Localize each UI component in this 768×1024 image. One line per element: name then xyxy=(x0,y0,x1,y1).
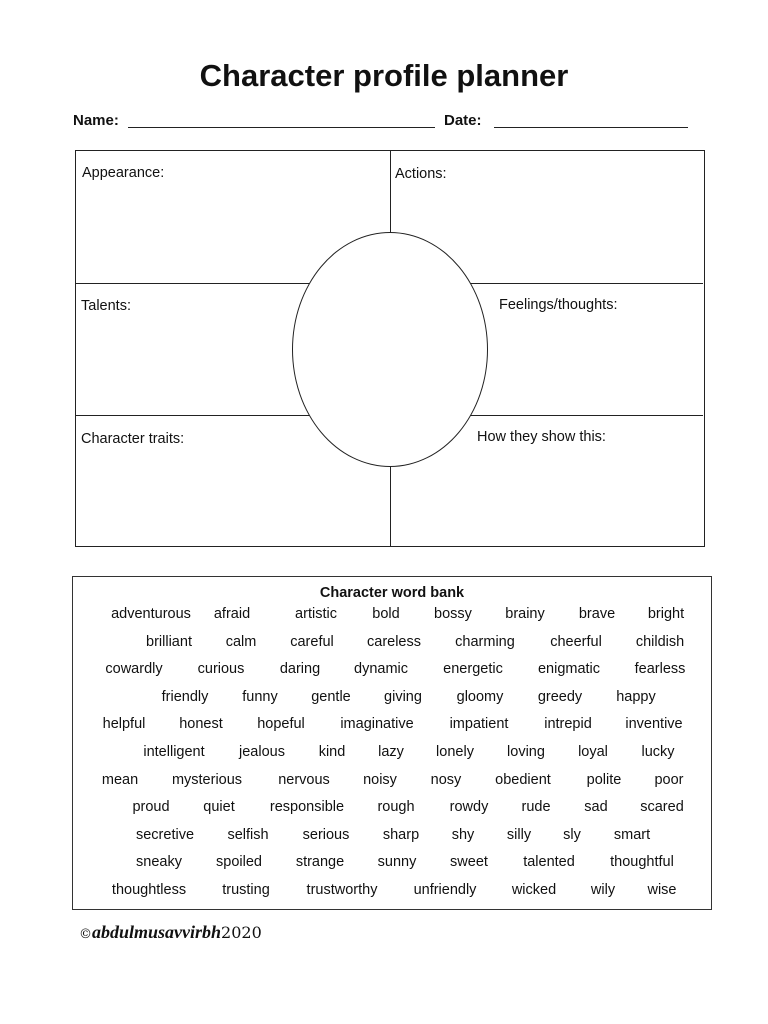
word-bank-row xyxy=(73,711,711,739)
word-bank-word: charming xyxy=(455,633,515,650)
talents-label: Talents: xyxy=(81,298,131,314)
word-bank-word: daring xyxy=(279,661,321,678)
word-bank-word: noisy xyxy=(363,771,397,788)
date-field[interactable] xyxy=(494,127,688,128)
word-bank-word: friendly xyxy=(161,688,209,705)
word-bank-word: obedient xyxy=(495,771,551,788)
word-bank-word: bright xyxy=(647,606,685,622)
word-bank-word: honest xyxy=(179,716,223,733)
show-label: How they show this: xyxy=(477,429,606,445)
word-bank-word: gentle xyxy=(311,688,351,705)
word-bank-word: unfriendly xyxy=(413,881,477,898)
word-bank-row xyxy=(73,629,711,657)
word-bank-word: secretive xyxy=(135,826,195,843)
word-bank-row xyxy=(73,849,711,877)
word-bank-word: jealous xyxy=(239,743,285,760)
copyright-year: 2020 xyxy=(221,923,262,942)
copyright-symbol: © xyxy=(79,927,92,942)
word-bank-word: afraid xyxy=(213,606,251,622)
name-label: Name: xyxy=(73,112,119,129)
word-bank-word: careless xyxy=(367,633,421,650)
word-bank-word: bold xyxy=(372,606,400,622)
word-bank-word: sunny xyxy=(377,854,417,871)
word-bank-word: fearless xyxy=(634,661,686,678)
word-bank-word: intrepid xyxy=(544,716,592,733)
feelings-label: Feelings/thoughts: xyxy=(499,297,618,313)
word-bank-word: helpful xyxy=(102,716,146,733)
word-bank-word: polite xyxy=(586,771,622,788)
word-bank-word: scared xyxy=(640,799,684,816)
word-bank-word: kind xyxy=(318,743,346,760)
word-bank-word: poor xyxy=(654,771,684,788)
copyright xyxy=(79,922,262,943)
word-bank-word: shy xyxy=(451,826,475,843)
word-bank-word: inventive xyxy=(625,716,683,733)
word-bank-word: thoughtless xyxy=(111,881,187,898)
word-bank-title: Character word bank xyxy=(319,585,465,601)
word-bank-word: brainy xyxy=(505,606,545,622)
word-bank-word: smart xyxy=(613,826,651,843)
word-bank-word: trusting xyxy=(222,881,270,898)
word-bank-word: artistic xyxy=(295,606,337,622)
word-bank-row xyxy=(73,601,711,629)
actions-label: Actions: xyxy=(395,166,447,182)
word-bank-word: gloomy xyxy=(456,688,504,705)
word-bank-row xyxy=(73,877,711,905)
word-bank-word: cowardly xyxy=(105,661,163,678)
traits-label: Character traits: xyxy=(81,431,185,447)
word-bank-word: quiet xyxy=(203,799,235,816)
word-bank-row xyxy=(73,739,711,767)
word-bank-word: sneaky xyxy=(136,854,182,871)
word-bank-word: hopeful xyxy=(257,716,305,733)
word-bank-word: adventurous xyxy=(111,606,191,622)
word-bank-word: brilliant xyxy=(146,633,192,650)
word-bank-word: silly xyxy=(506,826,532,843)
word-bank-word: mysterious xyxy=(171,771,243,788)
word-bank-word: trustworthy xyxy=(306,881,378,898)
word-bank-word: responsible xyxy=(269,799,345,816)
word-bank-word: energetic xyxy=(443,661,503,678)
word-bank-word: wise xyxy=(647,881,677,898)
appearance-label: Appearance: xyxy=(82,165,165,181)
word-bank-word: strange xyxy=(295,854,345,871)
word-bank-word: sad xyxy=(584,799,608,816)
word-bank-word: intelligent xyxy=(143,743,205,760)
word-bank-rows xyxy=(73,601,711,905)
word-bank-word: mean xyxy=(101,771,139,788)
word-bank-word: nervous xyxy=(278,771,330,788)
grid-divider-upper-vertical xyxy=(390,151,391,233)
word-bank-row xyxy=(73,767,711,795)
word-bank-word: proud xyxy=(132,799,170,816)
word-bank xyxy=(72,576,712,910)
word-bank-row xyxy=(73,656,711,684)
word-bank-word: bossy xyxy=(434,606,472,622)
word-bank-word: sly xyxy=(563,826,581,843)
word-bank-word: thoughtful xyxy=(610,854,674,871)
word-bank-word: nosy xyxy=(430,771,462,788)
character-oval xyxy=(292,232,488,467)
word-bank-row xyxy=(73,822,711,850)
word-bank-word: curious xyxy=(197,661,245,678)
word-bank-word: impatient xyxy=(449,716,509,733)
word-bank-word: funny xyxy=(242,688,278,705)
word-bank-word: greedy xyxy=(537,688,583,705)
word-bank-word: sweet xyxy=(450,854,488,871)
word-bank-word: enigmatic xyxy=(537,661,601,678)
word-bank-word: happy xyxy=(616,688,656,705)
date-label: Date: xyxy=(444,112,482,129)
copyright-handle: abdulmusavvirbh xyxy=(92,922,222,942)
word-bank-word: brave xyxy=(578,606,616,622)
name-field[interactable] xyxy=(128,127,435,128)
word-bank-word: childish xyxy=(635,633,685,650)
word-bank-word: spoiled xyxy=(216,854,262,871)
word-bank-word: serious xyxy=(302,826,350,843)
word-bank-word: calm xyxy=(225,633,257,650)
word-bank-word: wicked xyxy=(511,881,557,898)
word-bank-row xyxy=(73,684,711,712)
word-bank-word: rowdy xyxy=(449,799,489,816)
word-bank-word: careful xyxy=(290,633,334,650)
word-bank-word: dynamic xyxy=(354,661,408,678)
word-bank-word: rough xyxy=(377,799,415,816)
word-bank-word: loving xyxy=(507,743,545,760)
word-bank-word: cheerful xyxy=(550,633,602,650)
word-bank-word: selfish xyxy=(227,826,269,843)
word-bank-word: imaginative xyxy=(340,716,414,733)
word-bank-word: wily xyxy=(590,881,616,898)
word-bank-word: rude xyxy=(521,799,551,816)
word-bank-word: giving xyxy=(384,688,422,705)
page-title: Character profile planner xyxy=(199,58,569,93)
word-bank-word: sharp xyxy=(382,826,420,843)
word-bank-word: talented xyxy=(523,854,575,871)
word-bank-row xyxy=(73,794,711,822)
word-bank-word: loyal xyxy=(578,743,608,760)
grid-divider-lower-vertical xyxy=(390,466,391,546)
word-bank-word: lazy xyxy=(378,743,404,760)
word-bank-word: lucky xyxy=(641,743,675,760)
word-bank-word: lonely xyxy=(436,743,474,760)
